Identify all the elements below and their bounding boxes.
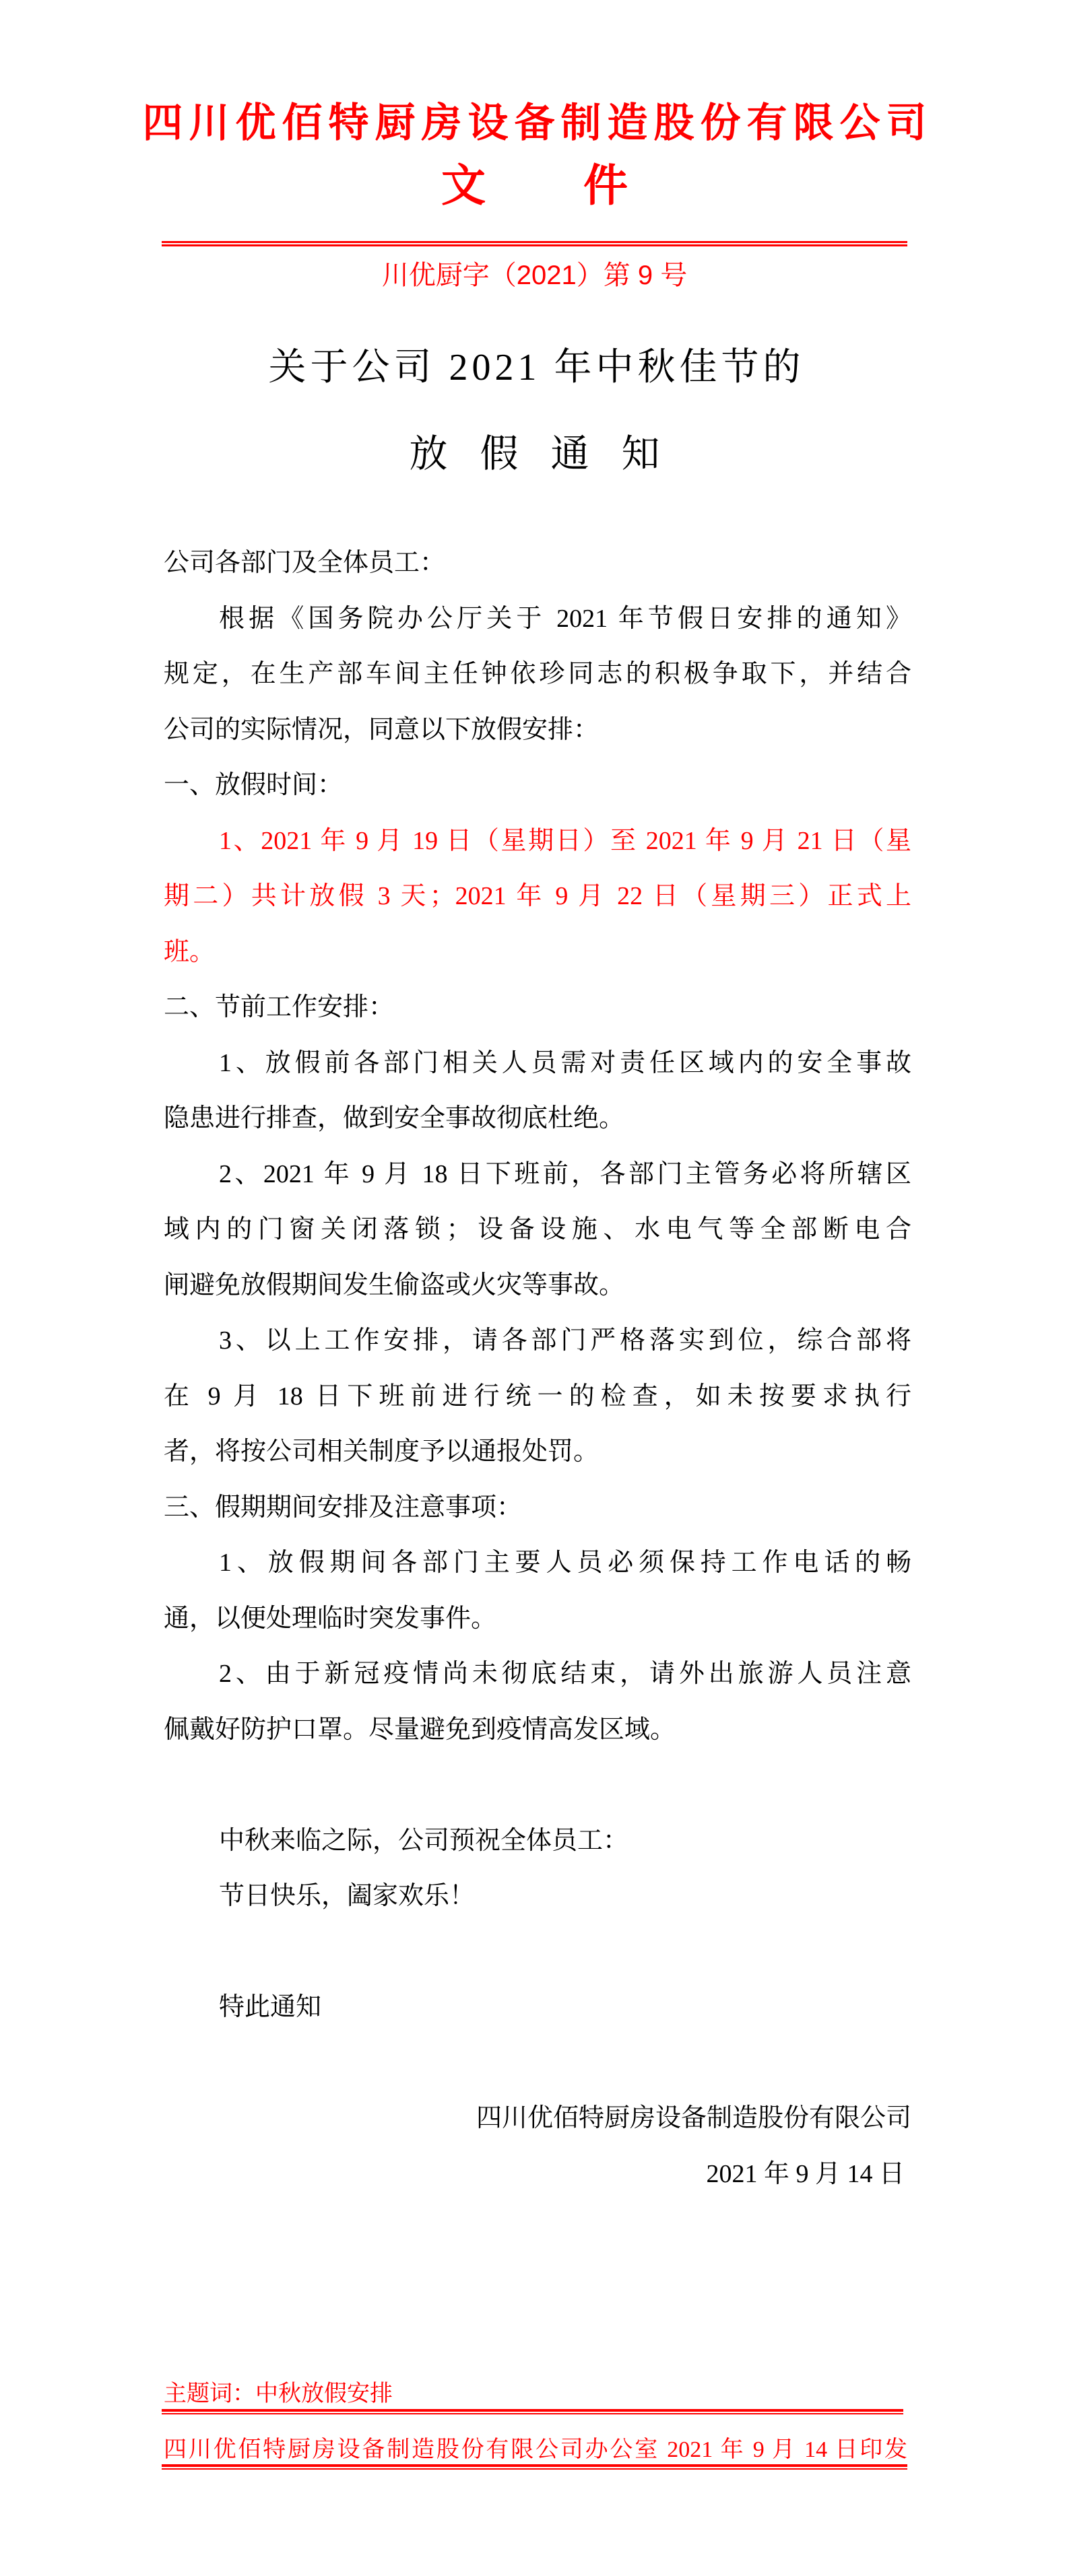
body-line: 者，将按公司相关制度予以通报处罚。 — [164, 1437, 600, 1466]
body-line: 规定，在生产部车间主任钟依珍同志的积极争取下，并结合 — [164, 660, 911, 688]
doc-type-label: 文件 — [441, 162, 725, 211]
body-line: 公司的实际情况，同意以下放假安排： — [164, 715, 600, 744]
body-line: 特此通知 — [219, 1993, 322, 2021]
footer-subject-line: 主题词：中秋放假安排 — [164, 2381, 393, 2406]
body-line: 3、以上工作安排，请各部门严格落实到位，综合部将 — [219, 1326, 911, 1355]
body-line: 1、2021 年 9 月 19 日（星期日）至 2021 年 9 月 21 日（星 — [219, 826, 911, 855]
body-line: 通，以便处理临时突发事件。 — [164, 1604, 497, 1633]
footer-issuer-line: 四川优佰特厨房设备制造股份有限公司办公室 2021 年 9 月 14 日印发 — [164, 2437, 907, 2462]
body-line — [164, 2035, 911, 2091]
document-body — [164, 535, 911, 2202]
signature-date: 2021 年 9 月 14 日 — [706, 2159, 905, 2188]
footer-divider-1 — [162, 2409, 903, 2414]
doc-number: 川优厨字（2021）第 9 号 — [381, 261, 688, 290]
notice-title-line1: 关于公司 2021 年中秋佳节的 — [268, 347, 805, 388]
signature-company: 四川优佰特厨房设备制造股份有限公司 — [476, 2104, 911, 2132]
body-line: 三、假期期间安排及注意事项： — [164, 1493, 523, 1522]
body-line: 在 9 月 18 日下班前进行统一的检查，如未按要求执行 — [164, 1382, 911, 1411]
footer-divider-2 — [162, 2464, 907, 2470]
body-line: 根据《国务院办公厅关于 2021 年节假日安排的通知》 — [219, 604, 911, 633]
body-line: 域内的门窗关闭落锁；设备设施、水电气等全部断电合 — [164, 1215, 911, 1244]
body-line: 闸避免放假期间发生偷盗或火灾等事故。 — [164, 1270, 625, 1299]
body-line: 二、节前工作安排： — [164, 993, 395, 1021]
body-line: 一、放假时间： — [164, 771, 344, 799]
body-line: 1、放假前各部门相关人员需对责任区域内的安全事故 — [219, 1048, 911, 1077]
body-line — [164, 1757, 911, 1813]
body-line — [164, 1924, 911, 1980]
body-line: 2、由于新冠疫情尚未彻底结束，请外出旅游人员注意 — [219, 1660, 911, 1688]
body-line: 2、2021 年 9 月 18 日下班前，各部门主管务必将所辖区 — [219, 1159, 911, 1188]
body-line: 中秋来临之际，公司预祝全体员工： — [219, 1826, 629, 1855]
body-line: 隐患进行排查，做到安全事故彻底杜绝。 — [164, 1104, 625, 1132]
company-letterhead-title: 四川优佰特厨房设备制造股份有限公司 — [142, 101, 933, 145]
body-line: 期二）共计放假 3 天；2021 年 9 月 22 日（星期三）正式上 — [164, 882, 911, 910]
body-line: 班。 — [164, 937, 216, 966]
body-line: 1、放假期间各部门主要人员必须保持工作电话的畅 — [219, 1549, 911, 1577]
letterhead-divider — [162, 241, 907, 246]
body-line: 公司各部门及全体员工： — [164, 549, 446, 577]
body-line: 佩戴好防护口罩。尽量避免到疫情高发区域。 — [164, 1715, 676, 1744]
notice-title-line2: 放假通知 — [409, 433, 692, 475]
body-line: 节日快乐，阖家欢乐！ — [219, 1882, 476, 1910]
